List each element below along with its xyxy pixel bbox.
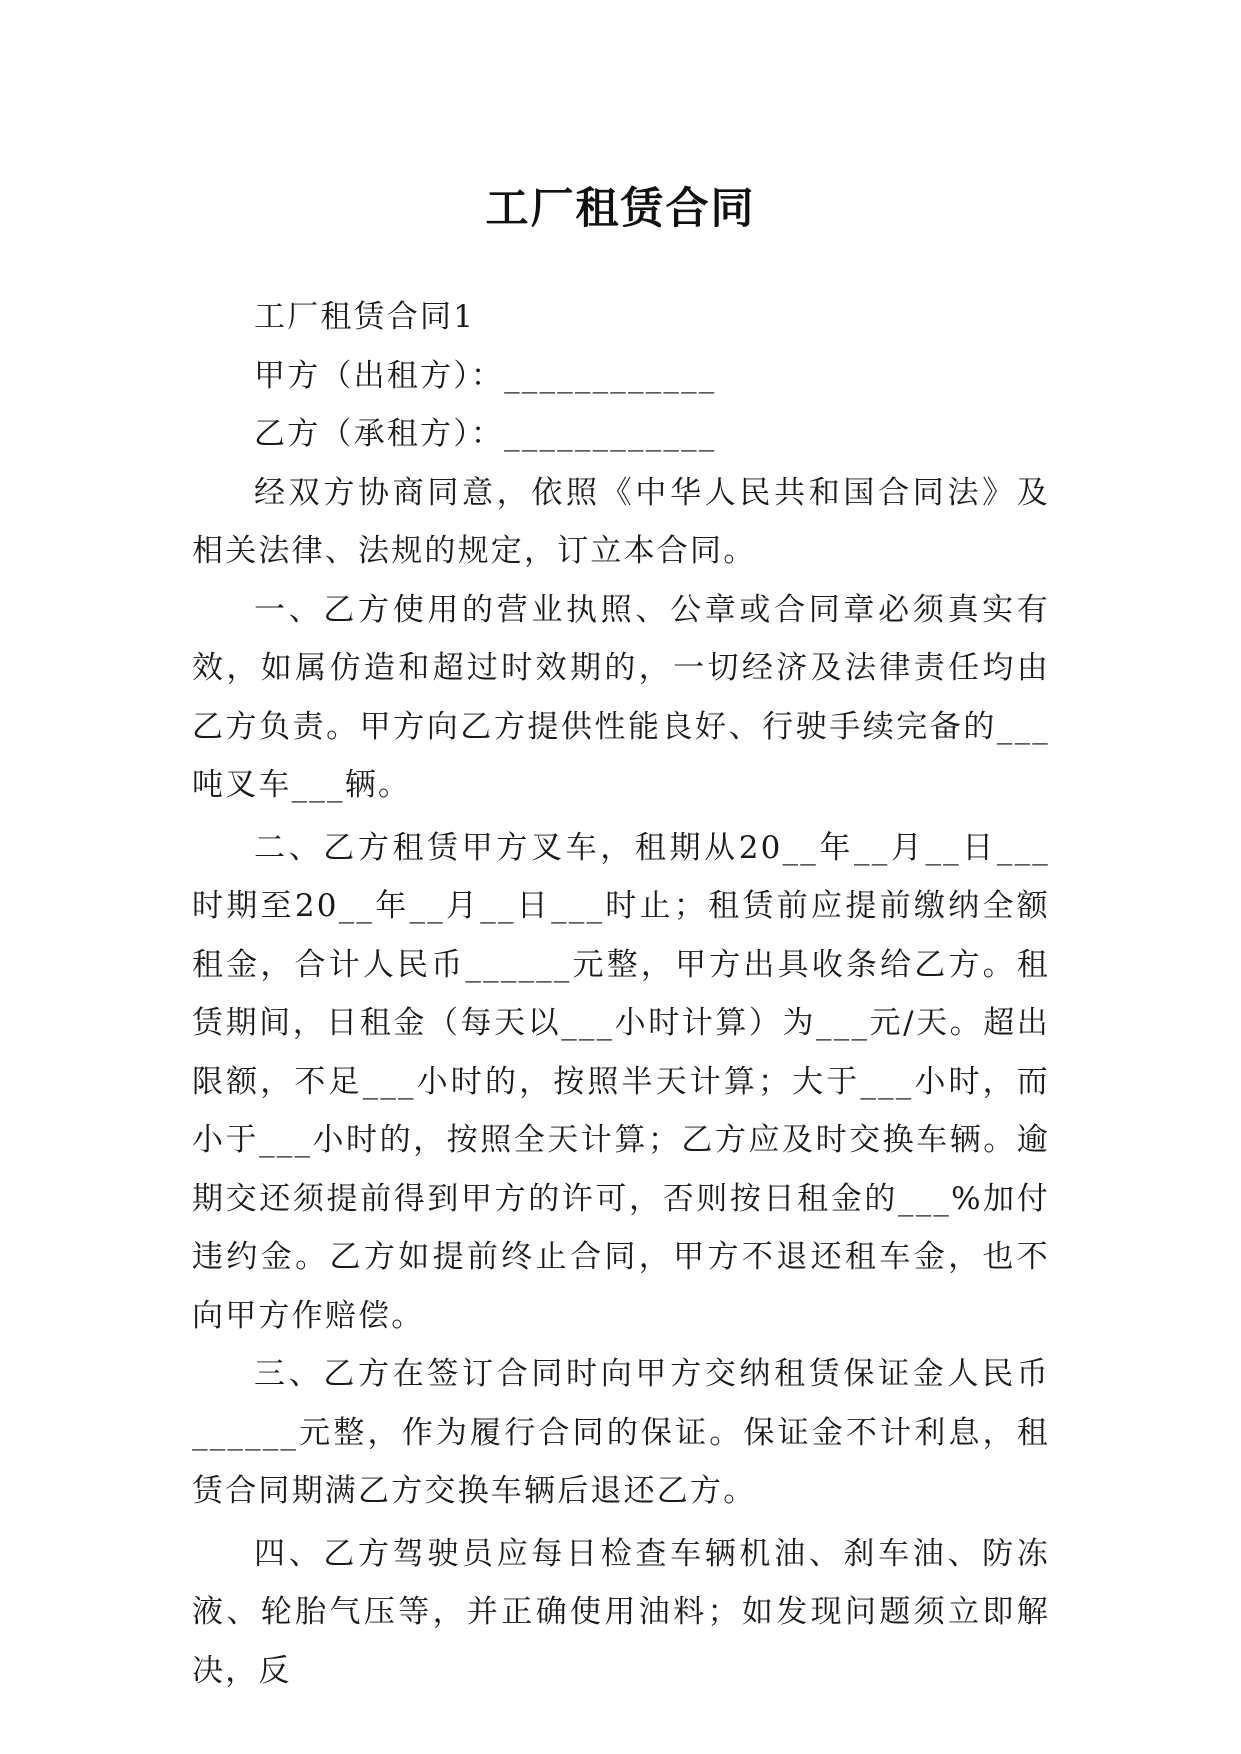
preamble-paragraph: 经双方协商同意，依照《中华人民共和国合同法》及相关法律、法规的规定，订立本合同。 xyxy=(192,474,1050,569)
document-title: 工厂租赁合同 xyxy=(485,183,756,234)
clause-4-paragraph: 四、乙方驾驶员应每日检查车辆机油、刹车油、防冻液、轮胎气压等，并正确使用油料；如发现问题须立即解决，反 xyxy=(192,1535,1050,1689)
clause-2-paragraph: 二、乙方租赁甲方叉车，租期从20__年__月__日___时期至20__年__月__日___时止；租赁前应提前缴纳全额租金，合计人民币______元整，甲方出具收条给乙方。租赁期间，日租金（每天以___小时计算）为___元/天。超出限额，不足___小时的，按照半天计算；大于___小时，而小于___小时的，按照全天计算；乙方应及时交换车辆。逾期交还须提前得到甲方的许可，否则按日租金的___%加付违约金。乙方如提前终止合同，甲方不退还租车金，也不向甲方作赔偿。 xyxy=(192,829,1050,1334)
contract-heading: 工厂租赁合同1 xyxy=(254,299,476,335)
clause-3-paragraph: 三、乙方在签订合同时向甲方交纳租赁保证金人民币______元整，作为履行合同的保证。保证金不计利息，租赁合同期满乙方交换车辆后退还乙方。 xyxy=(192,1356,1050,1509)
clause-1-paragraph: 一、乙方使用的营业执照、公章或合同章必须真实有效，如属仿造和超过时效期的，一切经济及法律责任均由乙方负责。甲方向乙方提供性能良好、行驶手续完备的___吨叉车___辆。 xyxy=(192,591,1050,803)
document-body xyxy=(192,288,1050,1700)
party-b-line: 乙方（承租方）：____________ xyxy=(254,416,717,452)
party-a-line: 甲方（出租方）：____________ xyxy=(254,357,717,394)
